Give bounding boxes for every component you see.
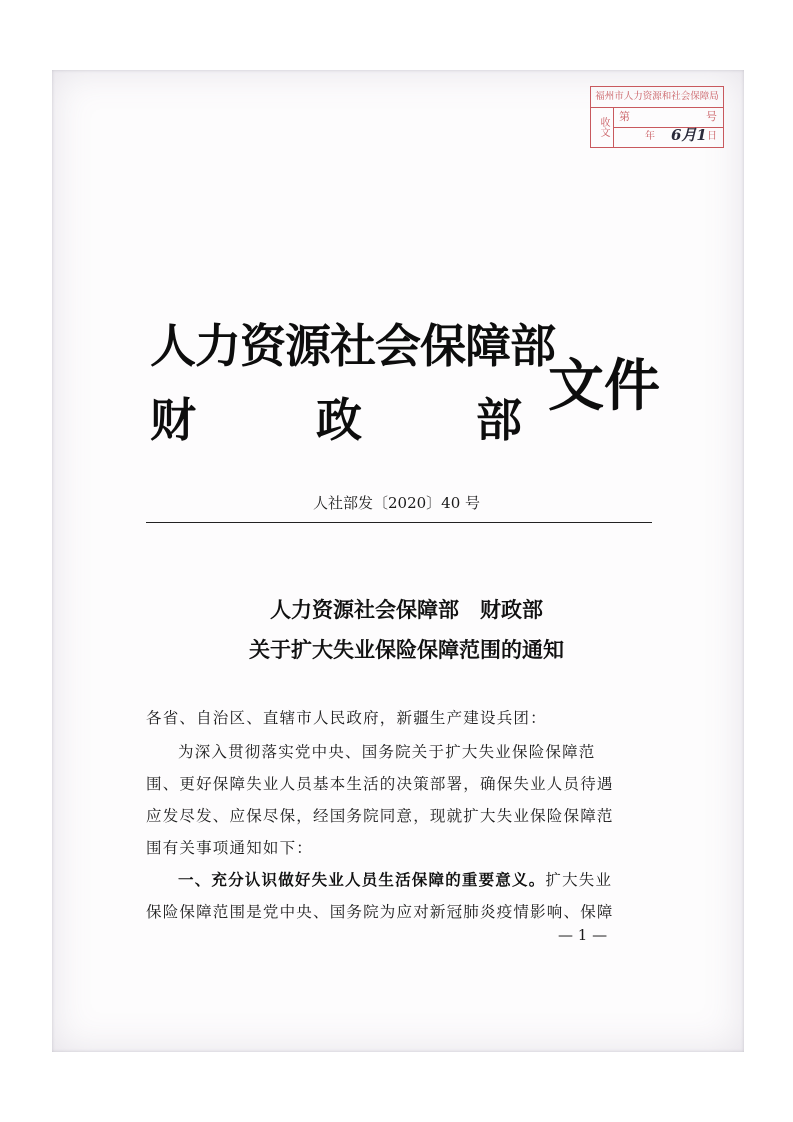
- addressee: 各省、自治区、直辖市人民政府，新疆生产建设兵团：: [146, 709, 547, 727]
- issuer-char-cai: 财: [150, 393, 195, 447]
- receipt-stamp: [590, 86, 724, 148]
- stamp-no-label: 第: [619, 110, 630, 123]
- paragraph-text: 扩大失业: [545, 871, 613, 889]
- paragraph-line: 围、更好保障失业人员基本生活的决策部署，确保失业人员待遇: [146, 775, 614, 793]
- issuer-line-1: 人力资源社会保障部: [150, 319, 555, 373]
- section-heading: 一、充分认识做好失业人员生活保障的重要意义。: [178, 870, 546, 889]
- notice-title-line-1: 人力资源社会保障部 财政部: [270, 597, 543, 622]
- issuer-char-zheng: 政: [316, 393, 361, 447]
- page-number: — 1 —: [558, 926, 608, 944]
- stamp-handwritten-date: 6月1: [671, 126, 707, 144]
- stamp-agency: 福州市人力资源和社会保障局: [591, 87, 723, 108]
- document-number: 人社部发〔2020〕40 号: [312, 494, 481, 512]
- issuer-char-bu: 部: [476, 393, 521, 447]
- paragraph-line: [178, 868, 686, 890]
- paragraph-line: 应发尽发、应保尽保，经国务院同意，现就扩大失业保险保障范: [146, 807, 614, 825]
- document-word: 文件: [548, 353, 660, 419]
- paragraph-line: 围有关事项通知如下：: [146, 839, 314, 857]
- paragraph-line: 保险保障范围是党中央、国务院为应对新冠肺炎疫情影响、保障: [146, 903, 614, 921]
- notice-title-line-2: 关于扩大失业保险保障范围的通知: [249, 637, 564, 662]
- stamp-side-label: 收文: [591, 107, 614, 147]
- paragraph-line: 为深入贯彻落实党中央、国务院关于扩大失业保险保障范: [178, 743, 596, 761]
- header-rule: [146, 522, 652, 523]
- stamp-hao-label: 号: [706, 110, 717, 123]
- stamp-year-label: 年: [645, 131, 655, 142]
- stamp-day-label: 日: [707, 131, 717, 142]
- stamp-date-row: [613, 127, 723, 147]
